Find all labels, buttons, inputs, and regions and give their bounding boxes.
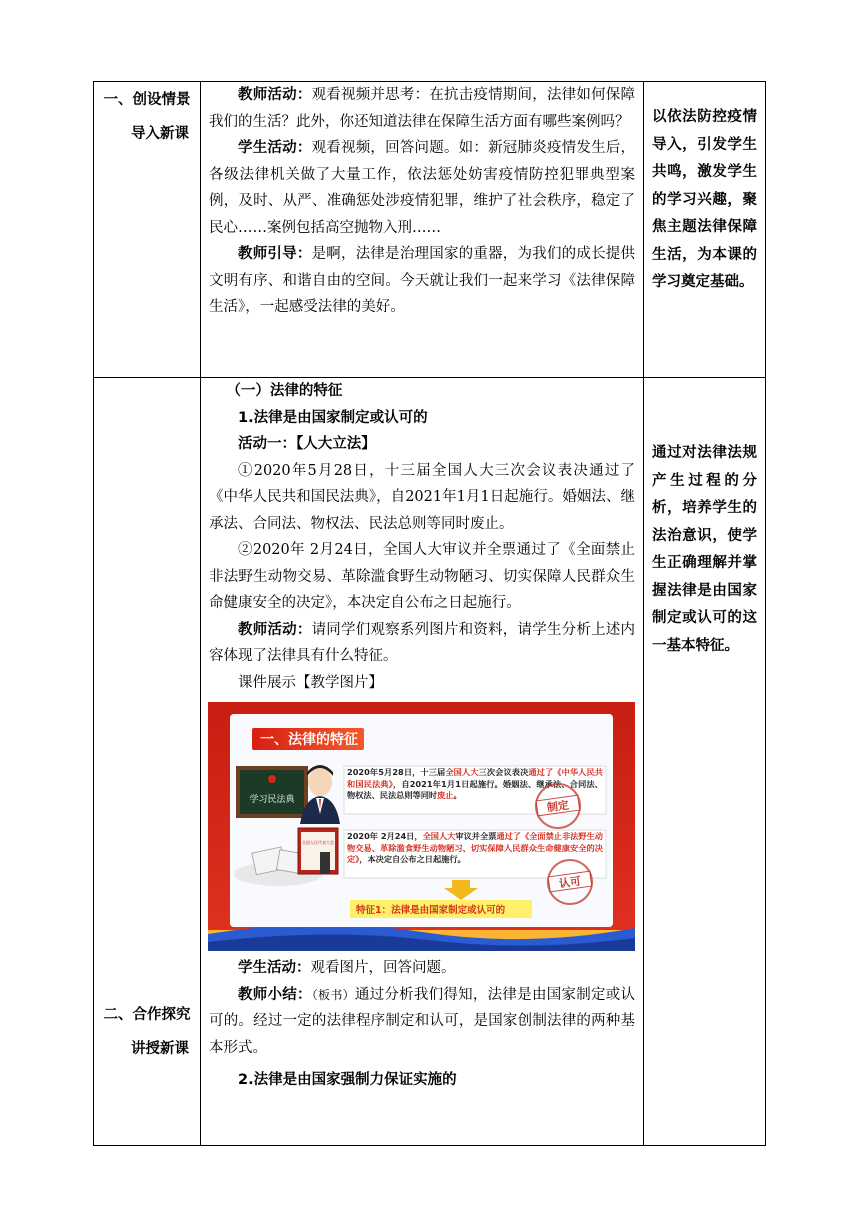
student-activity (209, 955, 635, 982)
slide-image (208, 702, 635, 951)
teacher-label: 教师活动： (238, 621, 312, 638)
slide-text-highlight: 全国人大 (445, 767, 479, 777)
teacher-activity (209, 82, 635, 135)
slide-text-highlight: 全国人大 (422, 831, 456, 841)
student-activity (209, 135, 635, 241)
activity-heading (209, 431, 635, 458)
stage-subtitle: 导入新课 (131, 125, 189, 142)
law-item-2: ②2020年 2月24日，全国人大审议并全票通过了《全面禁止非法野生动物交易、革除滥食野生动物陋习、切实保障人民群众生命健康安全的决定》，本决定自公布之日起施行。 (209, 542, 635, 611)
point-1: 1.法律是由国家制定或认可的 (238, 409, 428, 426)
teacher-label: 教师活动： (238, 87, 312, 103)
teacher-summary (209, 982, 635, 1062)
stamp-text: 认可 (558, 874, 582, 891)
slide-text: 三次会议表决 (478, 767, 529, 777)
activity-name: 【人大立法】 (296, 436, 376, 452)
slide-text: ，本决定自公布之日起施行。 (359, 854, 466, 864)
design-note-cell (644, 378, 766, 1146)
slide-text: 审议并全票 (455, 831, 497, 841)
stamp-text: 制定 (546, 798, 570, 815)
slide-text: ，自2021年1月1日起施行。婚姻法、继承法、合同法、物权法、民法总则等同时 (347, 778, 603, 800)
stage-title: 一、创设情景 (103, 91, 191, 108)
section-title: （一）法律的特征 (226, 383, 343, 399)
table-row (94, 378, 766, 1146)
lesson-plan-table (93, 81, 766, 1146)
feature-text: 特征1：法律是由国家制定或认可的 (356, 905, 506, 916)
guide-text: 是啊，法律是治理国家的重器，为我们的成长提供文明有序、和谐自由的空间。今天就让我们一起来学习《法律保障生活》，一起感受法律的美好。 (209, 246, 636, 315)
point-2: 2.法律是由国家强制力保证实施的 (238, 1072, 457, 1088)
guide-label: 教师引导： (238, 246, 312, 262)
stage-cell (94, 378, 201, 1146)
content-cell (201, 378, 644, 1146)
board-text: 学习民法典 (249, 795, 295, 805)
student-label: 学生活动： (238, 140, 312, 156)
stage-cell (94, 82, 201, 378)
summary-label: 教师小结： (238, 986, 312, 1003)
law-item-1: ①2020年5月28日，十三届全国人大三次会议表决通过了《中华人民共和国民法典》，自2021年1月1日起施行。婚姻法、继承法、合同法、物权法、民法总则等同时废止。 (209, 462, 635, 532)
slide-text: 2020年 2月24日， (347, 831, 423, 841)
student-text: 观看视频，回答问题。如：新冠肺炎疫情发生后，各级法律机关做了大量工作，依法惩处妨害疫情防控犯罪典型案例，及时、从严、准确惩处涉疫情犯罪，维护了社会秩序，稳定了民心……案例包括高空抛物入刑…… (209, 140, 636, 236)
design-note-cell (644, 82, 766, 378)
slide-title: 一、法律的特征 (260, 732, 358, 748)
summary-note: （板书） (311, 987, 355, 1002)
stage-title: 二、合作探究 (103, 1005, 191, 1023)
summary-text: 通过分析我们得知，法律是由国家制定或认可的。经过一定的法律程序制定和认可，是国家创制法律的两种基本形式。 (209, 986, 635, 1056)
slide-text-highlight: 通过了《全面禁止非法野生动物交易、革除滥食野生动物陋习、切实保障人民群众生命健康安全的决定》 (347, 831, 603, 864)
teacher-activity (209, 617, 635, 670)
stage-subtitle: 讲授新课 (131, 1039, 189, 1057)
doc-label: 全国人民代表大会 (302, 840, 334, 845)
slide-text: 2020年5月28日，十三届 (347, 767, 446, 777)
activity-label: 活动一： (238, 436, 296, 452)
teacher-guide (209, 241, 635, 321)
slide-text-highlight: 通过了《中华人民共和国民法典》 (347, 767, 603, 789)
courseware-label: 课件展示【教学图片】 (238, 674, 383, 691)
chalkboard (236, 766, 308, 818)
teacher-text: 观看视频并思考：在抗击疫情期间，法律如何保障我们的生活？此外，你还知道法律在保障生活方面有哪些案例吗？ (209, 87, 636, 130)
student-text: 观看图片，回答问题。 (310, 960, 456, 976)
design-note: 以依法防控疫情导入，引发学生共鸣，激发学生的学习兴趣，聚焦主题法律保障生活，为本课的学习奠定基础。 (652, 109, 757, 290)
design-note: 通过对法律法规产生过程的分析，培养学生的法治意识，使学生正确理解并掌握法律是由国家制定或认可的这一基本特征。 (652, 445, 757, 654)
student-label: 学生活动： (238, 960, 311, 976)
slide-graphic (208, 702, 635, 951)
slide-text-highlight: 废止 (437, 790, 454, 800)
slide-text: 。 (453, 790, 462, 800)
table-row (94, 82, 766, 378)
teacher-text: 请同学们观察系列图片和资料，请学生分析上述内容体现了法律具有什么特征。 (209, 621, 636, 664)
content-cell (201, 82, 644, 378)
